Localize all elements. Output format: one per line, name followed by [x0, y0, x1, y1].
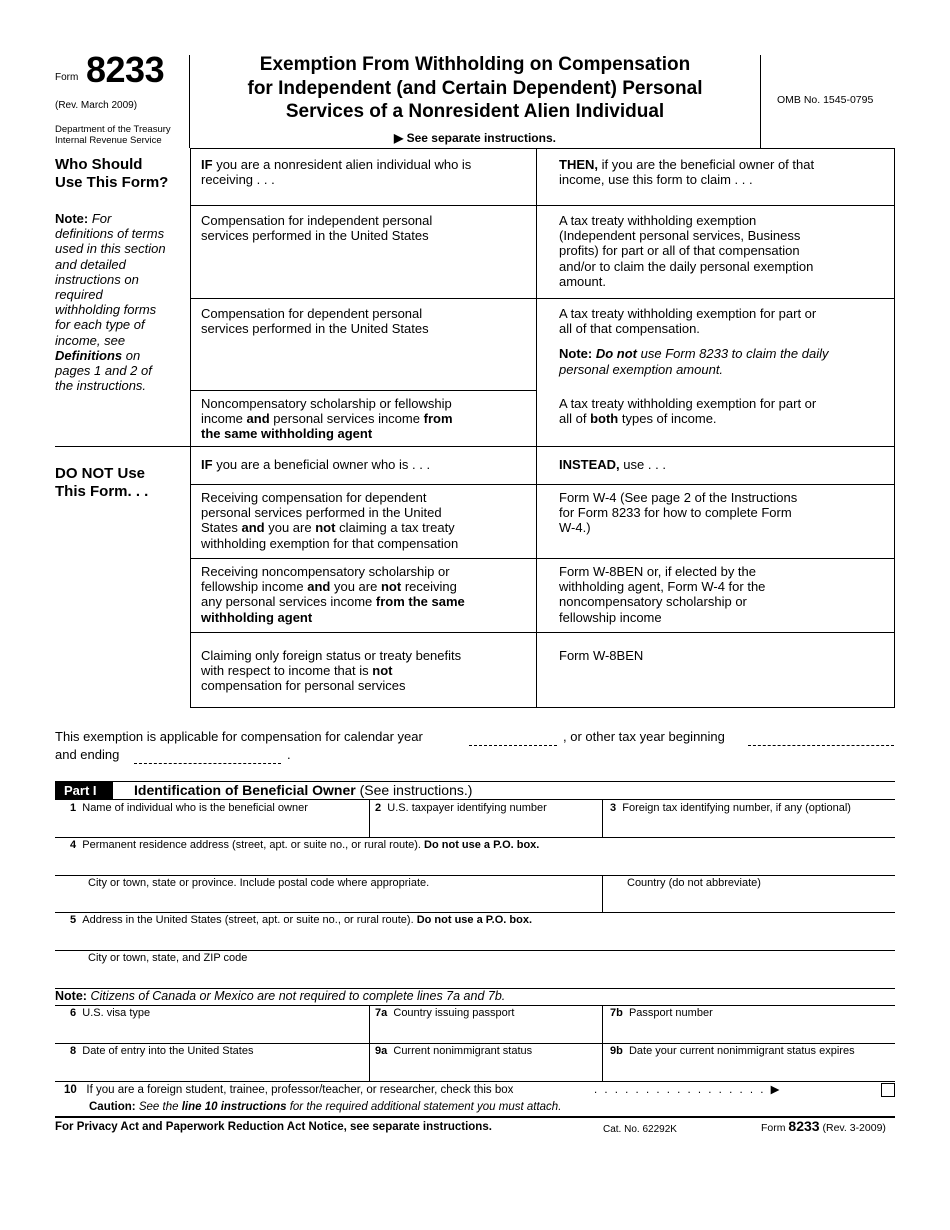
- period-dot: .: [287, 747, 291, 762]
- form-word: Form: [55, 72, 79, 83]
- line-3-label: 3 Foreign tax identifying number, if any (optional): [610, 802, 851, 814]
- independent-exemption-cell: A tax treaty withholding exemption (Independent personal services, Business profits) for part or all of that compensation and/or to claim the daily personal exemption amount.: [559, 213, 814, 289]
- line-9b-label: 9b Date your current nonimmigrant status expires: [610, 1045, 855, 1057]
- line-9a-label: 9a Current nonimmigrant status: [375, 1045, 533, 1057]
- student-researcher-checkbox[interactable]: [881, 1083, 895, 1097]
- dependent-exemption-cell: A tax treaty withholding exemption for part or all of that compensation. Note: Do not use Form 8233 to claim the daily personal exemption amount.: [559, 306, 829, 377]
- line-4-city-label: City or town, state or province. Include postal code where appropriate.: [88, 877, 430, 889]
- form-w8ben-cell: Form W-8BEN: [559, 648, 644, 663]
- line-7a-label: 7a Country issuing passport: [375, 1007, 515, 1019]
- agency: Internal Revenue Service: [55, 135, 162, 146]
- title-line-2: for Independent (and Certain Dependent) Personal: [247, 77, 703, 99]
- scholarship-services-cell: Noncompensatory scholarship or fellowship income and personal services income from the same withholding agent: [201, 396, 453, 442]
- passport-number-input[interactable]: [610, 1021, 890, 1041]
- if-header-cell: IF you are a nonresident alien individual who is receiving . . .: [201, 157, 472, 188]
- tax-year-beginning-field[interactable]: [748, 745, 894, 746]
- catalog-number: Cat. No. 62292K: [603, 1124, 677, 1135]
- then-header-cell: THEN, if you are the beneficial owner of that income, use this form to claim . . .: [559, 157, 815, 188]
- us-taxpayer-id-input[interactable]: [375, 816, 600, 836]
- canada-mexico-note: Note: Citizens of Canada or Mexico are not required to complete lines 7a and 7b.: [55, 989, 506, 1003]
- do-not-use-heading: DO NOT Use This Form. . .: [55, 465, 149, 500]
- permanent-city-input[interactable]: [88, 891, 593, 911]
- see-instructions: ▶ See separate instructions.: [394, 131, 556, 145]
- revision-date: (Rev. March 2009): [55, 100, 138, 111]
- line-2-label: 2 U.S. taxpayer identifying number: [375, 802, 547, 814]
- dependent-services-cell: Compensation for dependent personal services performed in the United States: [201, 306, 429, 337]
- department: Department of the Treasury: [55, 124, 171, 135]
- us-address-input[interactable]: [88, 928, 888, 948]
- form-w8ben-or-w4-cell: Form W-8BEN or, if elected by the withholding agent, Form W-4 for the noncompensatory scholarship or fellowship income: [559, 564, 766, 625]
- line-7b-label: 7b Passport number: [610, 1007, 713, 1019]
- line-10-caution: Caution: See the line 10 instructions for the required additional statement you must attach.: [89, 1101, 562, 1113]
- independent-services-cell: Compensation for independent personal services performed in the United States: [201, 213, 433, 244]
- country-input[interactable]: [610, 891, 890, 911]
- part1-title: Identification of Beneficial Owner (See instructions.): [134, 782, 473, 798]
- do-not-if-header: IF you are a beneficial owner who is . . .: [201, 457, 431, 472]
- form-number: 8233: [86, 49, 165, 90]
- form-header: [0, 0, 950, 150]
- instead-header: INSTEAD, use . . .: [559, 457, 666, 472]
- line-4-country-label: Country (do not abbreviate): [627, 877, 761, 889]
- line-1-label: 1 Name of individual who is the beneficial owner: [70, 802, 308, 814]
- line-10-label: 10 If you are a foreign student, trainee, professor/teacher, or researcher, check this box: [64, 1084, 514, 1096]
- passport-country-input[interactable]: [375, 1021, 600, 1041]
- form-title: [190, 53, 760, 124]
- line-8-label: 8 Date of entry into the United States: [70, 1045, 254, 1057]
- footer-form-id: Form 8233 (Rev. 3-2009): [761, 1118, 886, 1134]
- line-4-label: 4 Permanent residence address (street, apt. or suite no., or rural route). Do not use a P.O. box.: [70, 839, 540, 851]
- dependent-no-treaty-cell: Receiving compensation for dependent personal services performed in the United States and you are not claiming a tax treaty withholding exemption for that compensation: [201, 490, 459, 551]
- title-line-1: Exemption From Withholding on Compensation: [259, 54, 691, 75]
- exemption-text: This exemption is applicable for compensation for calendar year: [55, 729, 423, 744]
- other-tax-year-text: , or other tax year beginning: [563, 729, 725, 744]
- permanent-address-input[interactable]: [88, 853, 888, 873]
- scholarship-only-cell: Receiving noncompensatory scholarship or fellowship income and you are not receiving any personal services income from the same withholding agent: [201, 564, 465, 625]
- line-10-leader: . . . . . . . . . . . . . . . . . ▶: [594, 1084, 782, 1096]
- who-should-heading: Who Should Use This Form?: [55, 156, 169, 191]
- entry-date-input[interactable]: [88, 1059, 368, 1079]
- nonimmigrant-status-input[interactable]: [375, 1059, 600, 1079]
- beneficial-owner-name-input[interactable]: [88, 816, 368, 836]
- line-5-city-label: City or town, state, and ZIP code: [88, 952, 248, 964]
- us-city-input[interactable]: [88, 966, 888, 986]
- omb-number: OMB No. 1545-0795: [777, 94, 874, 106]
- form-w4-cell: Form W-4 (See page 2 of the Instructions for Form 8233 for how to complete Form W-4.): [559, 490, 798, 536]
- tax-year-ending-field[interactable]: [134, 763, 281, 764]
- foreign-status-cell: Claiming only foreign status or treaty benefits with respect to income that is not compensation for personal services: [201, 648, 462, 694]
- part1-label: Part I: [55, 782, 113, 799]
- definitions-note: Note: For definitions of terms used in this section and detailed instructions on required withholding forms for each type of income, see Definitions on pages 1 and 2 of the instructions.: [55, 211, 166, 394]
- line-5-label: 5 Address in the United States (street, apt. or suite no., or rural route). Do not use a P.O. box.: [70, 914, 533, 926]
- visa-type-input[interactable]: [88, 1021, 368, 1041]
- both-incomes-exemption-cell: A tax treaty withholding exemption for part or all of both types of income.: [559, 396, 817, 427]
- title-line-3: Services of a Nonresident Alien Individual: [285, 101, 665, 122]
- and-ending-text: and ending: [55, 747, 120, 762]
- line-6-label: 6 U.S. visa type: [70, 1007, 151, 1019]
- foreign-tax-id-input[interactable]: [610, 816, 890, 836]
- status-expiration-input[interactable]: [610, 1059, 890, 1079]
- calendar-year-field[interactable]: [469, 745, 557, 746]
- privacy-notice: For Privacy Act and Paperwork Reduction Act Notice, see separate instructions.: [55, 1121, 492, 1133]
